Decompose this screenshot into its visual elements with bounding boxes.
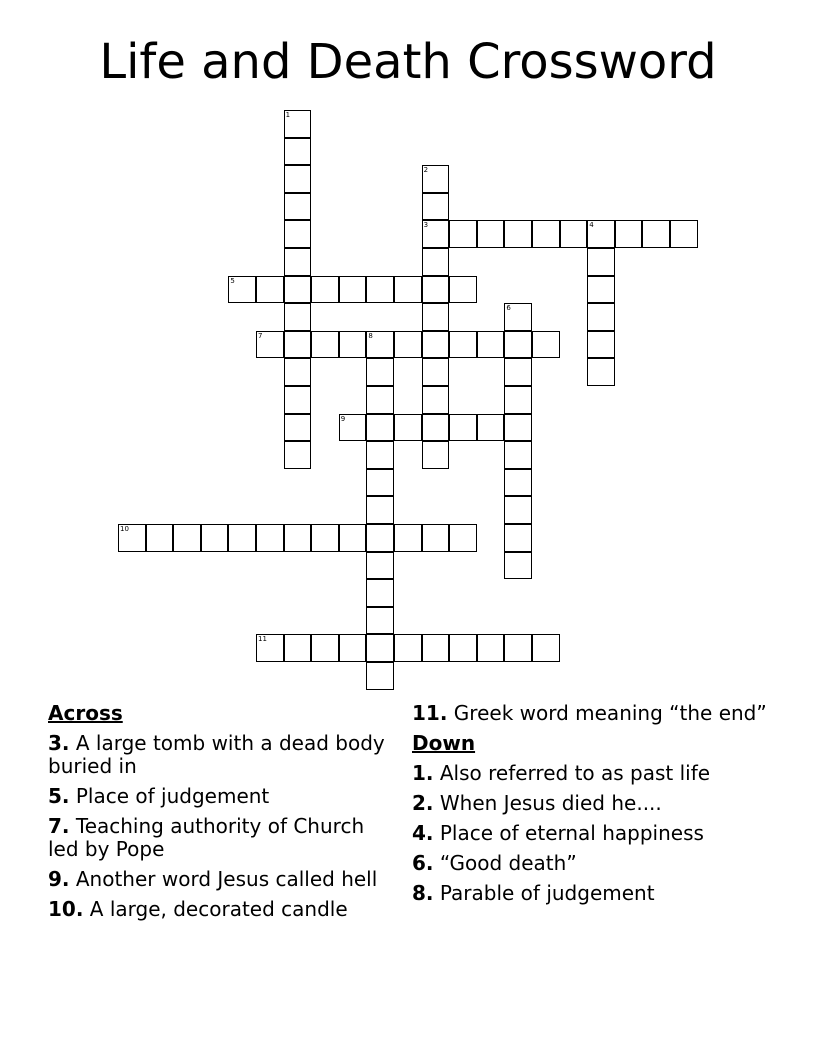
clue-number: 5. [48, 784, 70, 808]
grid-cell[interactable] [504, 634, 532, 662]
clue-number: 10. [48, 897, 84, 921]
grid-cell[interactable] [449, 331, 477, 359]
grid-cell[interactable] [670, 220, 698, 248]
grid-cell[interactable] [394, 414, 422, 442]
grid-cell[interactable] [284, 414, 312, 442]
clue-number-label: 5 [230, 276, 235, 285]
clue-number: 8. [412, 881, 434, 905]
clue-text: Teaching authority of Church led by Pope [48, 814, 365, 861]
grid-cell[interactable] [504, 469, 532, 497]
grid-cell[interactable] [201, 524, 229, 552]
grid-cell[interactable] [477, 331, 505, 359]
clue-across-9 [48, 868, 388, 891]
grid-cell[interactable] [422, 220, 450, 248]
grid-cell[interactable] [284, 634, 312, 662]
grid-cell[interactable] [504, 386, 532, 414]
grid-cell[interactable] [284, 220, 312, 248]
down-heading: Down [412, 731, 476, 755]
grid-cell[interactable] [311, 524, 339, 552]
grid-cell[interactable] [228, 524, 256, 552]
grid-cell[interactable] [504, 552, 532, 580]
grid-cell[interactable] [256, 276, 284, 304]
grid-cell[interactable] [366, 276, 394, 304]
clue-text: When Jesus died he.... [439, 791, 662, 815]
clue-text: A large, decorated candle [89, 897, 348, 921]
grid-cell[interactable] [366, 634, 394, 662]
grid-cell[interactable] [504, 331, 532, 359]
clue-number-label: 4 [589, 221, 594, 230]
clue-across-5 [48, 785, 388, 808]
grid-cell[interactable] [228, 276, 256, 304]
clue-number-label: 8 [368, 331, 373, 340]
grid-cell[interactable] [449, 524, 477, 552]
grid-cell[interactable] [532, 220, 560, 248]
grid-cell[interactable] [615, 220, 643, 248]
clue-across-10 [48, 898, 388, 921]
grid-cell[interactable] [256, 331, 284, 359]
grid-cell[interactable] [477, 220, 505, 248]
grid-cell[interactable] [422, 303, 450, 331]
clue-text: Also referred to as past life [439, 761, 711, 785]
grid-cell[interactable] [422, 386, 450, 414]
grid-cell[interactable] [422, 358, 450, 386]
clue-text: Place of eternal happiness [439, 821, 704, 845]
grid-cell[interactable] [560, 220, 588, 248]
grid-cell[interactable] [256, 524, 284, 552]
grid-cell[interactable] [422, 524, 450, 552]
clue-down-6 [412, 852, 772, 875]
clue-across-3 [48, 732, 388, 778]
grid-cell[interactable] [366, 524, 394, 552]
grid-cell[interactable] [587, 276, 615, 304]
grid-cell[interactable] [477, 634, 505, 662]
across-heading: Across [48, 701, 123, 725]
grid-cell[interactable] [394, 276, 422, 304]
clue-across-11 [412, 702, 772, 725]
clue-down-2 [412, 792, 772, 815]
grid-cell[interactable] [449, 276, 477, 304]
grid-cell[interactable] [366, 579, 394, 607]
clue-text: Another word Jesus called hell [75, 867, 378, 891]
grid-cell[interactable] [311, 634, 339, 662]
clue-text: Place of judgement [75, 784, 270, 808]
clue-text: “Good death” [439, 851, 577, 875]
grid-cell[interactable] [394, 524, 422, 552]
clue-number: 6. [412, 851, 434, 875]
grid-cell[interactable] [366, 552, 394, 580]
grid-cell[interactable] [449, 414, 477, 442]
grid-cell[interactable] [256, 634, 284, 662]
grid-cell[interactable] [173, 524, 201, 552]
grid-cell[interactable] [339, 524, 367, 552]
clue-number-label: 10 [120, 525, 129, 533]
clue-number-label: 1 [285, 111, 291, 119]
clue-down-1 [412, 762, 772, 785]
clue-text: Parable of judgement [439, 881, 655, 905]
grid-cell[interactable] [477, 414, 505, 442]
grid-cell[interactable] [284, 386, 312, 414]
grid-cell[interactable] [587, 331, 615, 359]
grid-cell[interactable] [284, 276, 312, 304]
grid-cell[interactable] [394, 634, 422, 662]
clue-number: 4. [412, 821, 434, 845]
grid-cell[interactable] [422, 193, 450, 221]
grid-cell[interactable] [284, 165, 312, 193]
grid-cell[interactable] [587, 358, 615, 386]
clue-number-label: 3 [423, 221, 429, 230]
clue-number: 11. [412, 701, 448, 725]
grid-cell[interactable] [284, 138, 312, 166]
grid-cell[interactable] [366, 358, 394, 386]
grid-cell[interactable] [504, 220, 532, 248]
grid-cell[interactable] [422, 331, 450, 359]
grid-cell[interactable] [366, 607, 394, 635]
clue-number-label: 2 [423, 166, 429, 175]
grid-cell[interactable] [422, 634, 450, 662]
clues-left-column [48, 702, 388, 928]
grid-cell[interactable] [587, 248, 615, 276]
clue-text: Greek word meaning “the end” [453, 701, 767, 725]
grid-cell[interactable] [366, 414, 394, 442]
grid-cell[interactable] [284, 331, 312, 359]
grid-cell[interactable] [504, 496, 532, 524]
grid-cell[interactable] [339, 331, 367, 359]
grid-cell[interactable] [504, 414, 532, 442]
clue-down-8 [412, 882, 772, 905]
grid-cell[interactable] [284, 193, 312, 221]
clue-number-label: 6 [506, 304, 511, 313]
grid-cell[interactable] [422, 276, 450, 304]
grid-cell[interactable] [366, 441, 394, 469]
grid-cell[interactable] [366, 386, 394, 414]
grid-cell[interactable] [146, 524, 174, 552]
clue-text: A large tomb with a dead body buried in [48, 731, 385, 778]
clue-number: 3. [48, 731, 70, 755]
clues-right-column [412, 702, 772, 912]
grid-cell[interactable] [284, 110, 312, 138]
clue-number: 7. [48, 814, 70, 838]
grid-cell[interactable] [532, 331, 560, 359]
grid-cell[interactable] [504, 441, 532, 469]
grid-cell[interactable] [422, 165, 450, 193]
grid-cell[interactable] [504, 524, 532, 552]
grid-cell[interactable] [449, 220, 477, 248]
grid-cell[interactable] [339, 276, 367, 304]
grid-cell[interactable] [642, 220, 670, 248]
grid-cell[interactable] [422, 414, 450, 442]
grid-cell[interactable] [284, 441, 312, 469]
grid-cell[interactable] [366, 662, 394, 690]
clue-number: 9. [48, 867, 70, 891]
grid-cell[interactable] [504, 303, 532, 331]
grid-cell[interactable] [284, 248, 312, 276]
clue-number-label: 7 [258, 331, 263, 340]
grid-cell[interactable] [284, 303, 312, 331]
grid-cell[interactable] [422, 441, 450, 469]
grid-cell[interactable] [394, 331, 422, 359]
grid-cell[interactable] [449, 634, 477, 662]
grid-cell[interactable] [504, 358, 532, 386]
grid-cell[interactable] [366, 331, 394, 359]
grid-cell[interactable] [587, 220, 615, 248]
clue-across-7 [48, 815, 388, 861]
grid-cell[interactable] [532, 634, 560, 662]
grid-cell[interactable] [587, 303, 615, 331]
grid-cell[interactable] [311, 331, 339, 359]
clue-number-label: 9 [340, 414, 346, 423]
grid-cell[interactable] [284, 524, 312, 552]
clue-number: 2. [412, 791, 434, 815]
page-title: Life and Death Crossword [99, 34, 717, 90]
grid-cell[interactable] [284, 358, 312, 386]
grid-cell[interactable] [422, 248, 450, 276]
grid-cell[interactable] [339, 634, 367, 662]
clue-number-label: 11 [258, 635, 267, 644]
grid-cell[interactable] [118, 524, 146, 552]
grid-cell[interactable] [339, 414, 367, 442]
grid-cell[interactable] [366, 496, 394, 524]
clue-number: 1. [412, 761, 434, 785]
grid-cell[interactable] [366, 469, 394, 497]
clue-down-4 [412, 822, 772, 845]
grid-cell[interactable] [311, 276, 339, 304]
